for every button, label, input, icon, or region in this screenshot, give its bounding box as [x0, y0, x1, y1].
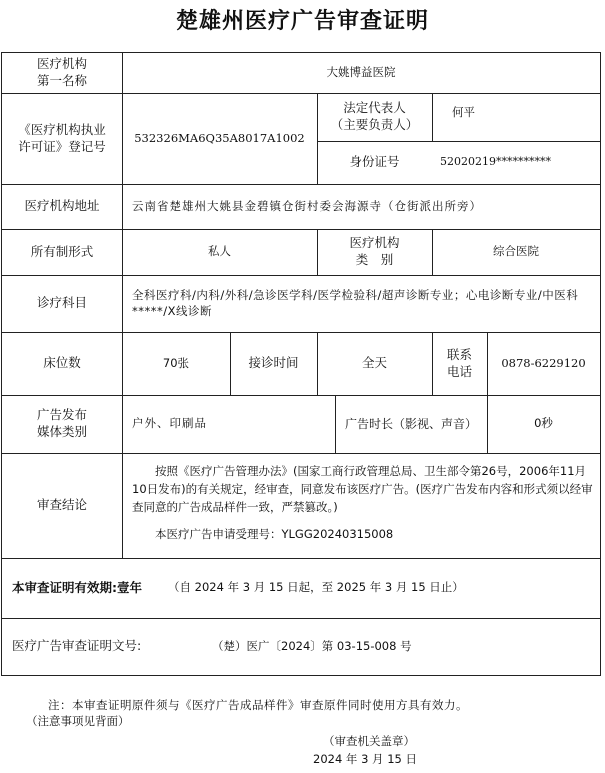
footer-note: 注：本审查证明原件须与《医疗广告成品样件》审查原件同时使用方具有效力。 — [48, 698, 468, 712]
category-label: 医疗机构 类 别 — [349, 235, 400, 267]
doc-number-label: 医疗广告审查证明文号: — [12, 638, 142, 654]
beds-label: 床位数 — [43, 355, 81, 371]
departments-value: 全科医疗科/内科/外科/急诊医学科/医学检验科/超声诊断专业；心电诊断专业/中医科*****/X线诊断 — [132, 287, 579, 318]
duration-label: 广告时长（影视、声音） — [344, 416, 477, 431]
departments-label: 诊疗科目 — [36, 295, 87, 311]
page-title: 楚雄州医疗广告审查证明 — [175, 9, 429, 34]
beds-value: 70张 — [162, 355, 190, 370]
doc-number-value: （楚）医广〔2024〕第 03-15-008 号 — [212, 638, 412, 653]
id-number-value: 52020219********** — [440, 155, 551, 169]
phone-value: 0878-6229120 — [501, 355, 586, 370]
media-value: 户外、印刷品 — [132, 416, 207, 431]
institution-name-value: 大姚博益医院 — [326, 65, 396, 80]
ownership-label: 所有制形式 — [30, 243, 94, 259]
phone-label: 联系 电话 — [446, 346, 472, 379]
issue-date: 2024 年 3 月 15 日 — [313, 752, 417, 766]
category-value: 综合医院 — [493, 244, 539, 259]
legal-rep-label: 法定代表人 （主要负责人） — [330, 100, 419, 132]
license-label: 《医疗机构执业 许可证》登记号 — [18, 121, 106, 154]
footer-note-back: （注意事项见背面） — [26, 714, 130, 728]
hours-value: 全天 — [361, 355, 387, 371]
legal-rep-value: 何平 — [452, 105, 475, 120]
address-value: 云南省楚雄州大姚县金碧镇仓街村委会海源寺（仓街派出所旁） — [132, 198, 482, 213]
ownership-value: 私人 — [208, 244, 231, 259]
license-value: 532326MA6Q35A8017A1002 — [134, 130, 305, 145]
certificate-form — [1, 52, 601, 676]
hours-label: 接诊时间 — [248, 355, 299, 371]
duration-value: 0秒 — [534, 416, 553, 431]
validity-label: 本审查证明有效期:壹年 — [12, 579, 142, 595]
validity-value: （自 2024 年 3 月 15 日起，至 2025 年 3 月 15 日止） — [168, 580, 464, 595]
media-label: 广告发布 媒体类别 — [36, 407, 87, 439]
institution-name-label: 医疗机构 第一名称 — [36, 56, 87, 88]
conclusion-label: 审查结论 — [36, 497, 87, 513]
id-number-label: 身份证号 — [349, 154, 400, 170]
conclusion-text: 按照《医疗广告管理办法》(国家工商行政管理总局、卫生部令第26号，2006年11月10日发布)的有关规定，经审查，同意发布该医疗广告。(医疗广告发布内容和形式须以经审查同意的广告成品样件一致，严禁篡改。) — [132, 464, 593, 514]
acceptance-number: 本医疗广告申请受理号：YLGG20240315008 — [155, 527, 394, 541]
seal-label: （审查机关盖章） — [323, 734, 415, 748]
address-label: 医疗机构地址 — [24, 198, 100, 214]
